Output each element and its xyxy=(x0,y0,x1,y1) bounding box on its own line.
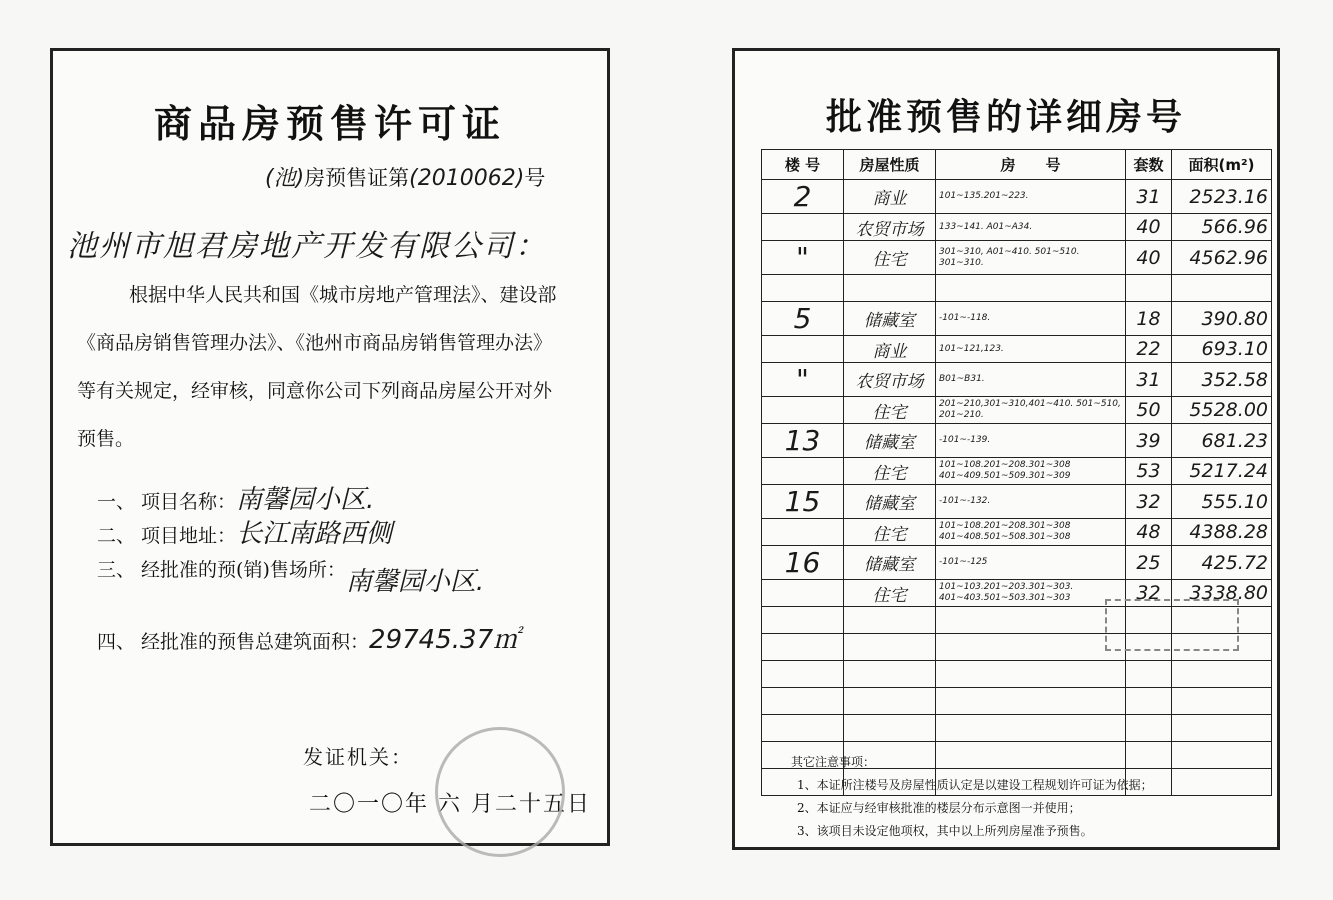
count-cell: 31 xyxy=(1126,363,1172,397)
building-cell: 2 xyxy=(762,180,844,214)
building-cell xyxy=(762,519,844,546)
table-row xyxy=(762,214,1272,241)
type-cell: 储藏室 xyxy=(844,546,936,580)
project-name-item xyxy=(97,479,374,516)
count-cell: 53 xyxy=(1126,458,1172,485)
total-area-item xyxy=(97,619,519,656)
item-label: 二、 项目地址： xyxy=(97,525,237,547)
rooms-cell: -101~-139. xyxy=(936,424,1126,458)
item-value: 南馨园小区. xyxy=(236,485,375,515)
count-cell: 48 xyxy=(1126,519,1172,546)
building-cell xyxy=(762,397,844,424)
rooms-cell: 101~108.201~208.301~308 401~408.501~508.301~308 xyxy=(936,519,1126,546)
rooms-cell: B01~B31. xyxy=(936,363,1126,397)
type-cell xyxy=(844,634,936,661)
area-cell xyxy=(1172,742,1272,769)
rooms-cell: -101~-118. xyxy=(936,302,1126,336)
type-cell xyxy=(844,607,936,634)
item-label: 四、 经批准的预售总建筑面积： xyxy=(97,631,370,653)
ink-stamp xyxy=(1105,599,1239,651)
area-cell: 352.58 xyxy=(1172,363,1272,397)
table-row xyxy=(762,241,1272,275)
cert-suffix: 号 xyxy=(524,166,546,190)
area-cell xyxy=(1172,688,1272,715)
header-area: 面积(m²) xyxy=(1172,150,1272,180)
paragraph-line: 预售。 xyxy=(77,428,135,450)
count-cell: 40 xyxy=(1126,241,1172,275)
building-cell xyxy=(762,275,844,302)
company-name: 池州市旭君房地产开发有限公司： xyxy=(67,229,547,264)
item-label: 三、 经批准的预(销)售场所： xyxy=(97,559,346,581)
area-cell xyxy=(1172,661,1272,688)
paragraph-line: 《商品房销售管理办法》、《池州市商品房销售管理办法》 xyxy=(77,332,553,354)
area-cell: 2523.16 xyxy=(1172,180,1272,214)
building-cell: 5 xyxy=(762,302,844,336)
paragraph-line: 等有关规定，经审核，同意你公司下列商品房屋公开对外 xyxy=(77,380,553,402)
header-type: 房屋性质 xyxy=(844,150,936,180)
cert-number-value: (2010062) xyxy=(409,166,525,191)
room-table xyxy=(761,149,1272,796)
table-row xyxy=(762,715,1272,742)
building-cell xyxy=(762,715,844,742)
certificate-title: 商品房预售许可证 xyxy=(153,102,506,146)
item-value: 南馨园小区. xyxy=(345,567,485,597)
area-cell xyxy=(1172,715,1272,742)
table-row xyxy=(762,336,1272,363)
building-cell xyxy=(762,607,844,634)
rooms-cell: 101~121,123. xyxy=(936,336,1126,363)
building-cell: " xyxy=(762,363,844,397)
building-cell xyxy=(762,580,844,607)
cert-prefix: (池) xyxy=(265,166,305,191)
count-cell: 39 xyxy=(1126,424,1172,458)
type-cell: 储藏室 xyxy=(844,302,936,336)
area-cell: 5528.00 xyxy=(1172,397,1272,424)
count-cell: 50 xyxy=(1126,397,1172,424)
rooms-cell: -101~-125 xyxy=(936,546,1126,580)
rooms-cell xyxy=(936,715,1126,742)
area-cell: 4562.96 xyxy=(1172,241,1272,275)
header-count: 套数 xyxy=(1126,150,1172,180)
table-row xyxy=(762,424,1272,458)
table-row xyxy=(762,180,1272,214)
cert-mid: 房预售证第 xyxy=(304,166,410,190)
building-cell xyxy=(762,661,844,688)
count-cell: 18 xyxy=(1126,302,1172,336)
count-cell: 32 xyxy=(1126,485,1172,519)
building-cell xyxy=(762,214,844,241)
count-cell xyxy=(1126,688,1172,715)
notes-section xyxy=(791,751,1153,843)
area-cell: 390.80 xyxy=(1172,302,1272,336)
area-cell xyxy=(1172,769,1272,796)
note-item: 2、本证应与经审核批准的楼层分布示意图一并使用； xyxy=(797,801,1081,815)
type-cell xyxy=(844,661,936,688)
type-cell xyxy=(844,715,936,742)
header-building: 楼 号 xyxy=(762,150,844,180)
building-cell xyxy=(762,688,844,715)
count-cell: 32 xyxy=(1126,580,1172,607)
rooms-cell xyxy=(936,275,1126,302)
type-cell xyxy=(844,688,936,715)
type-cell: 住宅 xyxy=(844,241,936,275)
official-seal xyxy=(435,727,565,857)
rooms-cell: 133~141. A01~A34. xyxy=(936,214,1126,241)
header-rooms: 房 号 xyxy=(936,150,1126,180)
type-cell: 住宅 xyxy=(844,458,936,485)
type-cell: 住宅 xyxy=(844,397,936,424)
type-cell: 住宅 xyxy=(844,519,936,546)
area-cell: 4388.28 xyxy=(1172,519,1272,546)
certificate-number xyxy=(265,161,545,192)
item-value: 29745.37㎡ xyxy=(369,625,520,655)
building-cell: 15 xyxy=(762,485,844,519)
rooms-cell: 101~103.201~203.301~303. 401~403.501~503.301~303 xyxy=(936,580,1126,607)
area-cell: 566.96 xyxy=(1172,214,1272,241)
rooms-cell xyxy=(936,634,1126,661)
type-cell: 商业 xyxy=(844,336,936,363)
count-cell: 25 xyxy=(1126,546,1172,580)
room-list-title: 批准预售的详细房号 xyxy=(825,97,1186,138)
building-cell: 13 xyxy=(762,424,844,458)
table-row xyxy=(762,397,1272,424)
table-header-row xyxy=(762,150,1272,180)
approval-paragraph xyxy=(77,271,597,463)
note-item: 3、该项目未设定他项权，其中以上所列房屋准予预售。 xyxy=(797,824,1093,838)
table-row xyxy=(762,363,1272,397)
rooms-cell xyxy=(936,607,1126,634)
approved-room-list xyxy=(732,48,1280,850)
item-value: 长江南路西侧 xyxy=(236,519,393,549)
type-cell: 储藏室 xyxy=(844,424,936,458)
item-label: 一、 项目名称： xyxy=(97,491,237,513)
building-cell: 16 xyxy=(762,546,844,580)
count-cell xyxy=(1126,661,1172,688)
paragraph-line: 根据中华人民共和国《城市房地产管理法》、建设部 xyxy=(129,284,557,306)
presale-permit-certificate xyxy=(50,48,610,846)
issuing-authority: 发证机关： xyxy=(303,745,413,769)
notes-title: 其它注意事项： xyxy=(791,755,876,769)
type-cell: 农贸市场 xyxy=(844,363,936,397)
rooms-cell xyxy=(936,661,1126,688)
table-row xyxy=(762,458,1272,485)
area-cell: 555.10 xyxy=(1172,485,1272,519)
table-row xyxy=(762,485,1272,519)
type-cell: 储藏室 xyxy=(844,485,936,519)
area-cell: 425.72 xyxy=(1172,546,1272,580)
type-cell xyxy=(844,275,936,302)
table-row xyxy=(762,519,1272,546)
rooms-cell: 201~210,301~310,401~410. 501~510, 201~210. xyxy=(936,397,1126,424)
area-cell: 5217.24 xyxy=(1172,458,1272,485)
rooms-cell: 101~108.201~208.301~308 401~409.501~509.301~309 xyxy=(936,458,1126,485)
type-cell: 住宅 xyxy=(844,580,936,607)
table-row xyxy=(762,688,1272,715)
building-cell xyxy=(762,336,844,363)
building-cell xyxy=(762,634,844,661)
issue-date: 二〇一〇年 六 月二十五日 xyxy=(309,792,591,817)
sales-location-item xyxy=(97,547,485,597)
rooms-cell: 101~135.201~223. xyxy=(936,180,1126,214)
table-row xyxy=(762,661,1272,688)
rooms-cell: 301~310, A01~410. 501~510. 301~310. xyxy=(936,241,1126,275)
table-row xyxy=(762,275,1272,302)
type-cell: 商业 xyxy=(844,180,936,214)
count-cell xyxy=(1126,715,1172,742)
table-row xyxy=(762,302,1272,336)
count-cell: 31 xyxy=(1126,180,1172,214)
type-cell: 农贸市场 xyxy=(844,214,936,241)
note-item: 1、本证所注楼号及房屋性质认定是以建设工程规划许可证为依据； xyxy=(797,778,1153,792)
area-cell xyxy=(1172,275,1272,302)
count-cell: 22 xyxy=(1126,336,1172,363)
building-cell xyxy=(762,458,844,485)
count-cell: 40 xyxy=(1126,214,1172,241)
rooms-cell: -101~-132. xyxy=(936,485,1126,519)
project-address-item xyxy=(97,513,392,550)
rooms-cell xyxy=(936,688,1126,715)
count-cell xyxy=(1126,275,1172,302)
area-cell: 681.23 xyxy=(1172,424,1272,458)
area-cell: 693.10 xyxy=(1172,336,1272,363)
building-cell: " xyxy=(762,241,844,275)
table-row xyxy=(762,546,1272,580)
area-cell: 3338.80 xyxy=(1172,580,1272,607)
